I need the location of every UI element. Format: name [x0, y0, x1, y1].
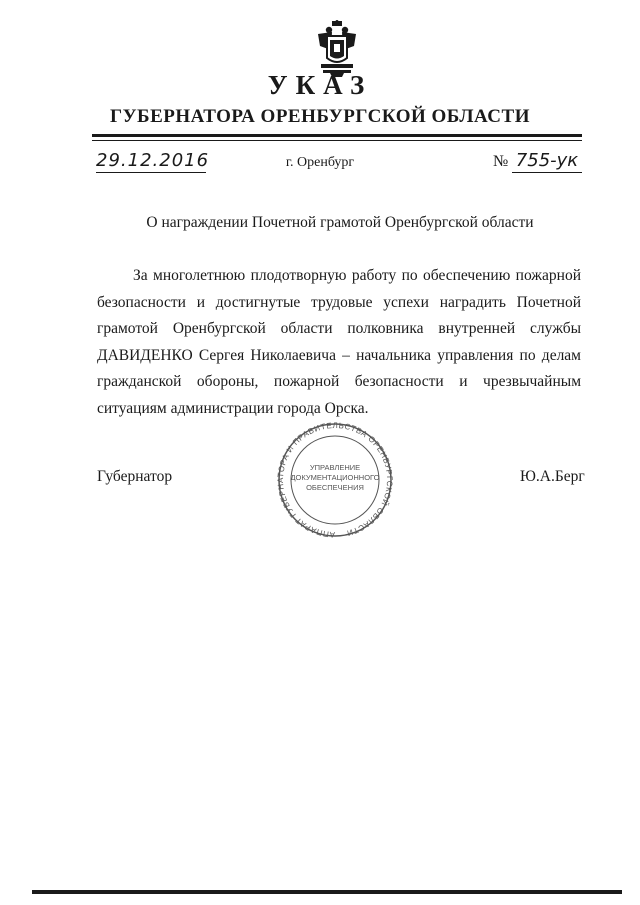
header-divider-thin: [92, 140, 582, 141]
signatory-name: Ю.А.Берг: [520, 468, 585, 485]
official-stamp: [270, 420, 400, 540]
document-title: УКАЗ: [267, 70, 373, 100]
footer-divider: [32, 890, 622, 894]
document-number: 755-ук: [512, 150, 582, 173]
number-sign: №: [493, 153, 509, 170]
document-subject: О награждении Почетной грамотой Оренбургской области: [146, 214, 534, 231]
signatory-title: Губернатор: [97, 468, 173, 485]
header-divider-thick: [92, 134, 582, 137]
document-date: 29.12.2016: [96, 150, 210, 171]
body-paragraph: За многолетнюю плодотворную работу по обеспечению пожарной безопасности и достигнутые трудовые успехи наградить Почетной грамотой Оренбургской области полковника внутренней службы ДАВИДЕНКО Сергея Николаевича – начальника управления по делам гражданской обороны, пожарной безопасности и чрезвычайным ситуациям администрации города Орска.: [97, 267, 581, 417]
document-body: [97, 263, 581, 422]
stamp-ring-text: АППАРАТ ГУБЕРНАТОРА И ПРАВИТЕЛЬСТВА ОРЕНБУРГСКОЙ ОБЛАСТИ: [276, 420, 395, 540]
stamp-line-2: ДОКУМЕНТАЦИОННОГО: [290, 473, 380, 482]
stamp-line-1: УПРАВЛЕНИЕ: [309, 463, 361, 472]
document-subtitle: ГУБЕРНАТОРА ОРЕНБУРГСКОЙ ОБЛАСТИ: [110, 106, 530, 127]
document-city: г. Оренбург: [285, 155, 355, 170]
stamp-line-3: ОБЕСПЕЧЕНИЯ: [306, 483, 364, 492]
